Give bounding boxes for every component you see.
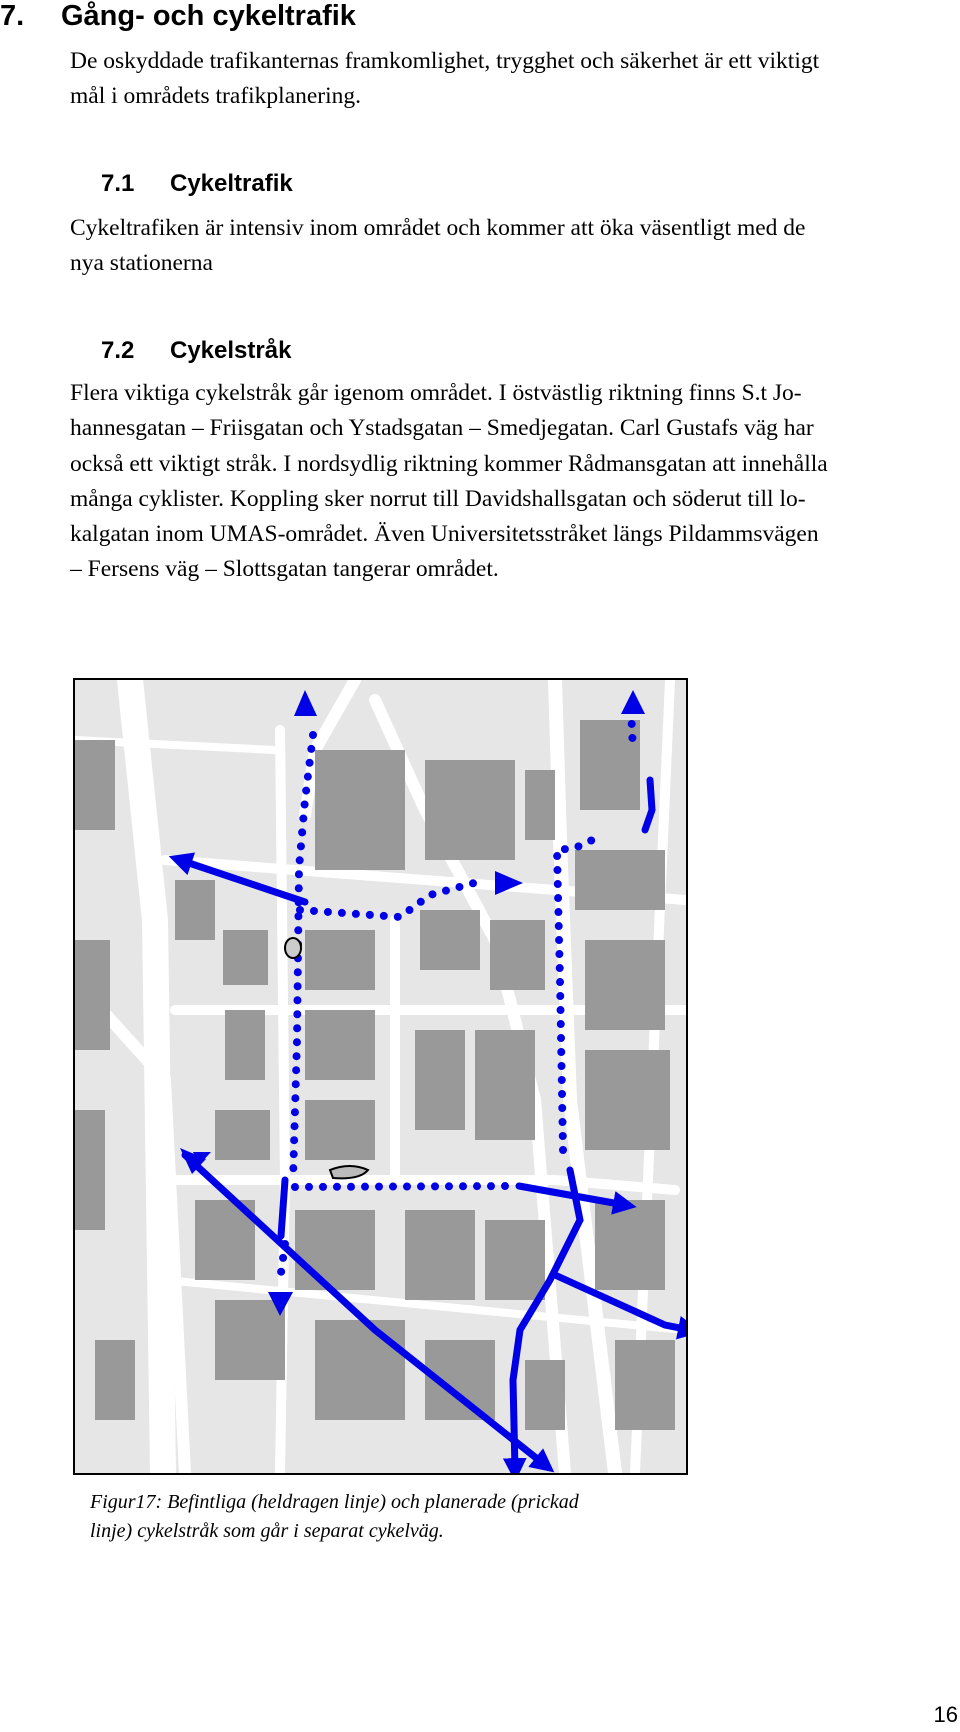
section-7-2-title: Cykelstråk	[170, 337, 292, 364]
map-svg	[75, 680, 686, 1473]
station-marker-circle	[285, 938, 301, 958]
paragraph-line: också ett viktigt stråk. I nordsydlig riktning kommer Rådmansgatan att innehålla	[70, 450, 828, 477]
figure-caption	[90, 1488, 710, 1546]
paragraph-line: Flera viktiga cykelstråk går igenom området. I östvästlig riktning finns S.t Jo-	[70, 380, 802, 406]
existing-route	[281, 1180, 285, 1236]
paragraph-line: nya stationerna	[70, 250, 213, 277]
section-7-1-heading	[101, 170, 293, 198]
caption-line: Figur17: Befintliga (heldragen linje) och planerade (prickad	[90, 1491, 579, 1513]
paragraph-line: – Fersens väg – Slottsgatan tangerar området.	[70, 556, 499, 583]
paragraph-line: många cyklister. Koppling sker norrut till Davidshallsgatan och söderut till lo-	[70, 485, 806, 512]
caption-line: linje) cykelstråk som går i separat cykelväg.	[90, 1520, 444, 1542]
section-7-1-number: 7.1	[101, 170, 135, 197]
section-7-1-title: Cykeltrafik	[170, 170, 293, 197]
section-7-number: 7.	[0, 0, 25, 32]
page-number: 16	[933, 1702, 958, 1727]
section-7-2-paragraph	[70, 376, 950, 588]
section-7-paragraph	[70, 44, 950, 115]
section-7-heading	[0, 0, 356, 33]
section-7-2-heading	[101, 337, 291, 365]
paragraph-line: hannesgatan – Friisgatan och Ystadsgatan – Smedjegatan. Carl Gustafs väg har	[70, 415, 814, 442]
paragraph-line: De oskyddade trafikanternas framkomlighet, trygghet och säkerhet är ett viktigt	[70, 48, 820, 74]
section-7-2-number: 7.2	[101, 337, 135, 364]
section-7-1-paragraph	[70, 211, 950, 282]
paragraph-line: kalgatan inom UMAS-området. Även Universitetsstråket längs Pildammsvägen	[70, 521, 819, 548]
section-7-title: Gång- och cykeltrafik	[61, 0, 356, 32]
paragraph-line: Cykeltrafiken är intensiv inom området och kommer att öka väsentligt med de	[70, 215, 806, 241]
paragraph-line: mål i områdets trafikplanering.	[70, 83, 362, 110]
bicycle-routes-map	[73, 678, 688, 1475]
